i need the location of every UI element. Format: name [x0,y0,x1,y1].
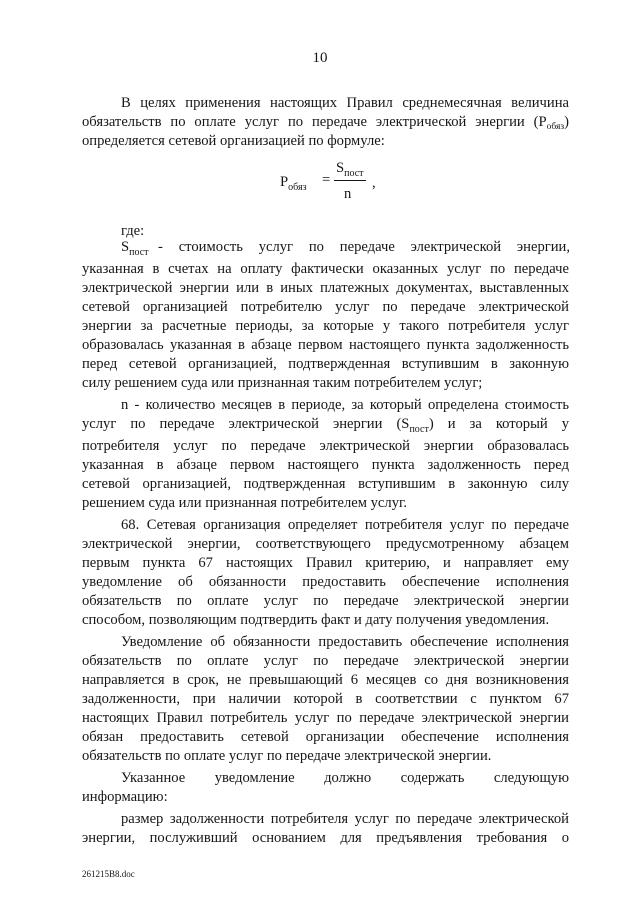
text-line: настоящих Правил потребитель услуг по передаче электрической энергии [82,710,569,726]
text-line: первым пункта 67 настоящих Правил критерию, и направляет ему [82,555,569,571]
text-line: услуг по передаче электрической энергии $(S_{пост})$ и за который у [82,416,570,435]
text-line: обязан предоставить сетевой организации обеспечение исполнения [82,729,569,745]
text-line: В целях применения настоящих Правил среднемесячная величина [121,95,569,111]
text-line: сетевой организацией потребителю услуг по передаче электрической [82,299,569,315]
text-line: n - количество месяцев в периоде, за который определена стоимость [121,397,569,413]
text-line: перед сетевой организацией, подтвержденная вступившим в законную [82,356,569,372]
formula-lhs: $Р_{обяз}$ [280,174,307,193]
text-line: сетевой организацией, подтвержденная вступившим в законную силу [82,476,569,492]
text-line: - стоимость услуг по передаче электрической энергии, [158,239,570,255]
text-line: энергии за расчетные периоды, за которые у такого потребителя услуг [82,318,569,334]
text-line: 68. Сетевая организация определяет потребителя услуг по передаче [121,517,569,533]
text-line: решением суда или признанная потребителем услуг. [82,495,407,511]
text-line: определяется сетевой организацией по формуле: [82,133,385,149]
fraction-bar [334,180,366,181]
where-label: где: [121,223,145,239]
page-number: 10 [312,50,328,66]
text-line: задолженности, при наличии которой в соответствии с пунктом 67 [82,691,569,707]
s-symbol: $S_{пост}$ [121,239,149,258]
formula-comma: , [372,175,376,191]
text-line: потребителя услуг по передаче электрической энергии образовалась [82,438,569,454]
formula-denominator: n [344,186,352,202]
text-line: уведомление об обязанности предоставить обеспечение исполнения [82,574,569,590]
text-line: образовалась указанная в абзаце первом настоящего пункта задолженность [82,337,569,353]
text-line: обязательств по оплате услуг по передаче электрической энергии [82,653,569,669]
formula-numerator: $S_{пост}$ [336,160,364,179]
text-line: обязательств по оплате услуг по передаче электрической энергии $(Р_{обяз})$ [82,114,569,132]
text-line: указанная в абзаце первом настоящего пункта задолженность перед [82,457,569,473]
text-line: информацию: [82,789,168,805]
text-line: обязательств по оплате услуг по передаче электрической энергии [82,593,569,609]
text-line: Указанное уведомление должно содержать следующую [121,770,569,786]
text-line: размер задолженности потребителя услуг по передаче электрической [121,811,569,827]
text-line: энергии, послуживший основанием для предъявления требования о [82,830,569,846]
text-line: указанная в счетах на оплату фактически оказанных услуг по передаче [82,261,569,277]
text-line: Уведомление об обязанности предоставить обеспечение исполнения [121,634,569,650]
formula-equals: = [322,172,331,188]
text-line: способом, позволяющим подтвердить факт и дату получения уведомления. [82,612,550,628]
text-line: направляется в срок, не превышающий 6 месяцев со дня возникновения [82,672,569,688]
text-line: силу решением суда или признанная таким потребителем услуг; [82,375,483,391]
formula [280,160,400,206]
text-line: электрической энергии, соответствующего предусмотренному абзацем [82,536,569,552]
text-line: электрической энергии или в иных платежных документах, выставленных [82,280,569,296]
footer-filename: 261215В8.doc [82,869,135,879]
text-line: обязательств по оплате услуг по передаче электрической энергии. [82,748,492,764]
